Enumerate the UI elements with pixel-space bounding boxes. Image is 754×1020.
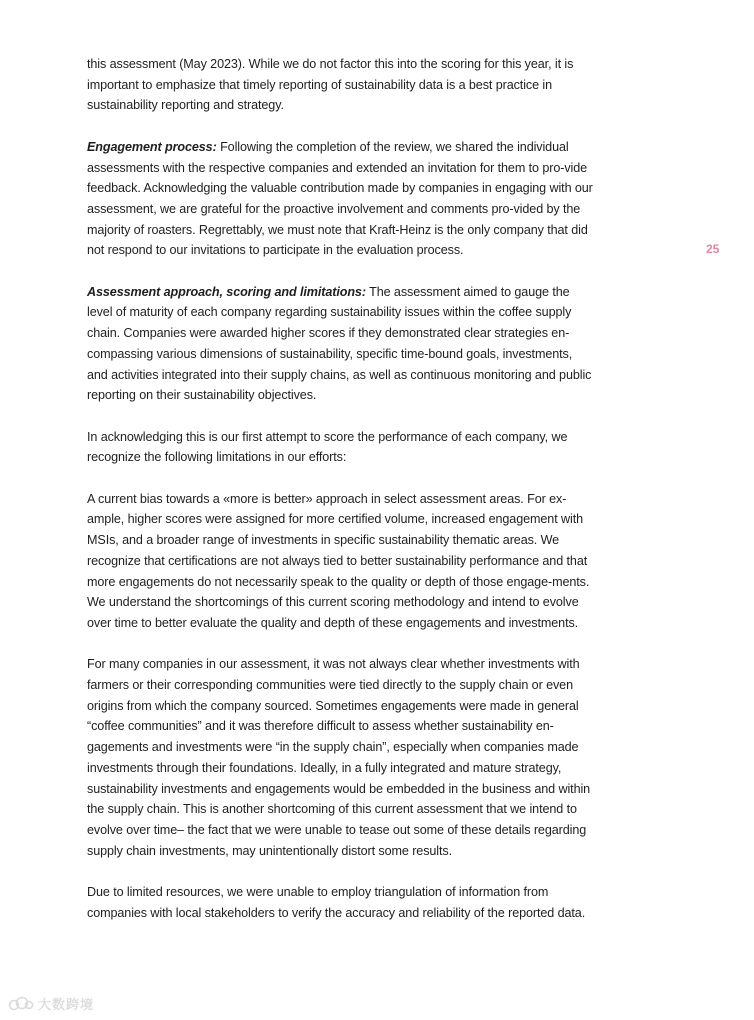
paragraph-5 [87, 489, 593, 634]
paragraph-4 [87, 427, 593, 468]
paragraph-4-text: In acknowledging this is our first attempt to score the performance of each company, we recognize the following limitations in our efforts: [87, 429, 568, 465]
paragraph-2 [87, 137, 593, 261]
paragraph-3-lead: Assessment approach, scoring and limitations: [87, 284, 366, 299]
paragraph-6-text: For many companies in our assessment, it was not always clear whether investments with farmers or their corresponding communities were tied directly to the supply chain or even origins from which the company sourced. Sometimes engagements were made in general “coffee communities” and it was therefore difficult to assess whether sustainability en-gagements and investments were “in the supply chain”, especially when companies made investments through their foundations. Ideally, in a fully integrated and mature strategy, sustainability investments and engagements would be embedded in the business and within the supply chain. This is another shortcoming of this current assessment that we intend to evolve over time– the fact that we were unable to tease out some of these details regarding supply chain investments, may unintentionally distort some results. [87, 657, 591, 858]
paragraph-3 [87, 282, 593, 406]
paragraph-7 [87, 882, 593, 923]
paragraph-7-text: Due to limited resources, we were unable to employ triangulation of information from companies with local stakeholders to verify the accuracy and reliability of the reported data. [87, 885, 586, 920]
paragraph-2-lead: Engagement process: [87, 139, 217, 154]
paragraph-1 [87, 54, 593, 116]
page-number: 25 [706, 242, 720, 256]
paragraph-3-text: The assessment aimed to gauge the level of maturity of each company regarding sustainability issues within the coffee supply chain. Companies were awarded higher scores if they demonstrated clear strategies en-compassing various dimensions of sustainability, specific time-bound goals, investments, and activities integrated into their supply chains, as well as continuous monitoring and public reporting on their sustainability objectives. [87, 284, 592, 403]
watermark [8, 994, 94, 1013]
body-text [87, 54, 593, 944]
paragraph-2-text: Following the completion of the review, we shared the individual assessments with the respective companies and extended an invitation for them to pro-vide feedback. Acknowledging the valuable contribution made by companies in engaging with our assessment, we are grateful for the proactive involvement and comments pro-vided by the majority of roasters. Regrettably, we must note that Kraft-Heinz is the only company that did not respond to our invitations to participate in the evaluation process. [87, 139, 593, 258]
paragraph-1-text: this assessment (May 2023). While we do not factor this into the scoring for this year, it is important to emphasize that timely reporting of sustainability data is a best practice in sustainability reporting and strategy. [87, 57, 574, 113]
paragraph-6 [87, 654, 593, 861]
watermark-logo-icon [8, 995, 34, 1013]
watermark-text: 大数跨境 [38, 997, 95, 1012]
paragraph-5-text: A current bias towards a «more is better» approach in select assessment areas. For ex-ample, higher scores were assigned for more certified volume, increased engagement with MSIs, and a broader range of investments in specific sustainability thematic areas. We recognize that certifications are not always tied to better sustainability performance and that more engagements do not necessarily speak to the quality or depth of those engage-ments. We understand the shortcomings of this current scoring methodology and intend to evolve over time to better evaluate the quality and depth of these engagements and investments. [87, 491, 590, 630]
